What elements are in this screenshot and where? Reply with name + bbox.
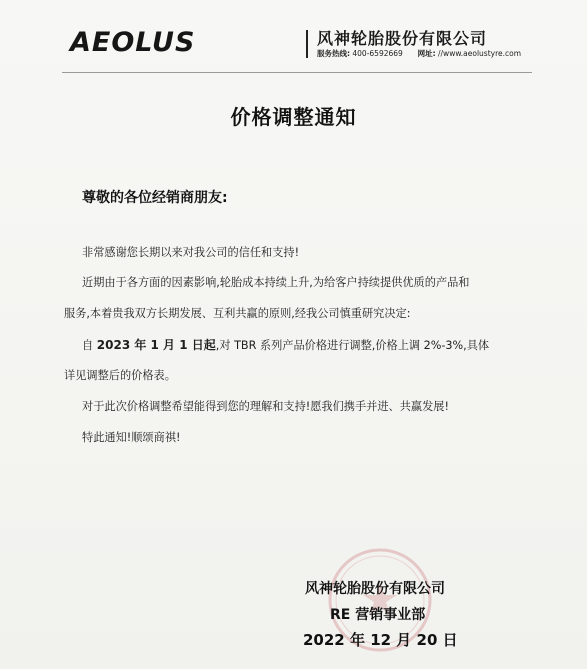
notice-paragraph-5: 特此通知!顺颂商祺!: [82, 431, 181, 444]
notice-paragraph-1: 非常感谢您长期以来对我公司的信任和支持!: [82, 246, 300, 259]
letterhead-rule: [62, 72, 532, 73]
notice-paragraph-3-line-2: 详见调整后的价格表。: [64, 369, 176, 382]
signature-department: RE 营销事业部: [330, 607, 426, 623]
hotline-number: 400-6592669: [352, 49, 403, 58]
notice-paragraph-2-line-2: 服务,本着贵我双方长期发展、互利共赢的原则,经我公司慎重研究决定:: [64, 307, 411, 320]
logo-wordmark: AEOLUS: [70, 27, 196, 58]
notice-paragraph-2-line-1: 近期由于各方面的因素影响,轮胎成本持续上升,为给客户持续提供优质的产品和: [82, 276, 470, 289]
signature-date: 2022 年 12 月 20 日: [303, 631, 458, 649]
signature-company: 风神轮胎股份有限公司: [305, 581, 445, 597]
notice-paragraph-3-line-1: [82, 337, 502, 354]
letterhead: [70, 24, 540, 64]
letterhead-contact-line: [317, 48, 521, 59]
effective-date: 2023 年 1 月 1 日起: [96, 338, 216, 352]
aeolus-logo: [70, 28, 222, 58]
notice-paragraph-4: 对于此次价格调整希望能得到您的理解和支持!愿我们携手并进、共赢发展!: [82, 400, 449, 413]
notice-salutation: 尊敬的各位经销商朋友:: [82, 190, 228, 206]
paragraph-3-prefix: 自: [82, 339, 94, 352]
paragraph-3-rest: ,对 TBR 系列产品价格进行调整,价格上调 2%-3%,具体: [215, 339, 490, 352]
notice-title: 价格调整通知: [230, 105, 357, 129]
website-label: 网址:: [417, 49, 436, 58]
website-url: //www.aeolustyre.com: [438, 49, 522, 58]
hotline-label: 服务热线:: [317, 49, 350, 58]
letterhead-divider: [306, 30, 308, 58]
letterhead-company-name: 风神轮胎股份有限公司: [317, 29, 488, 48]
